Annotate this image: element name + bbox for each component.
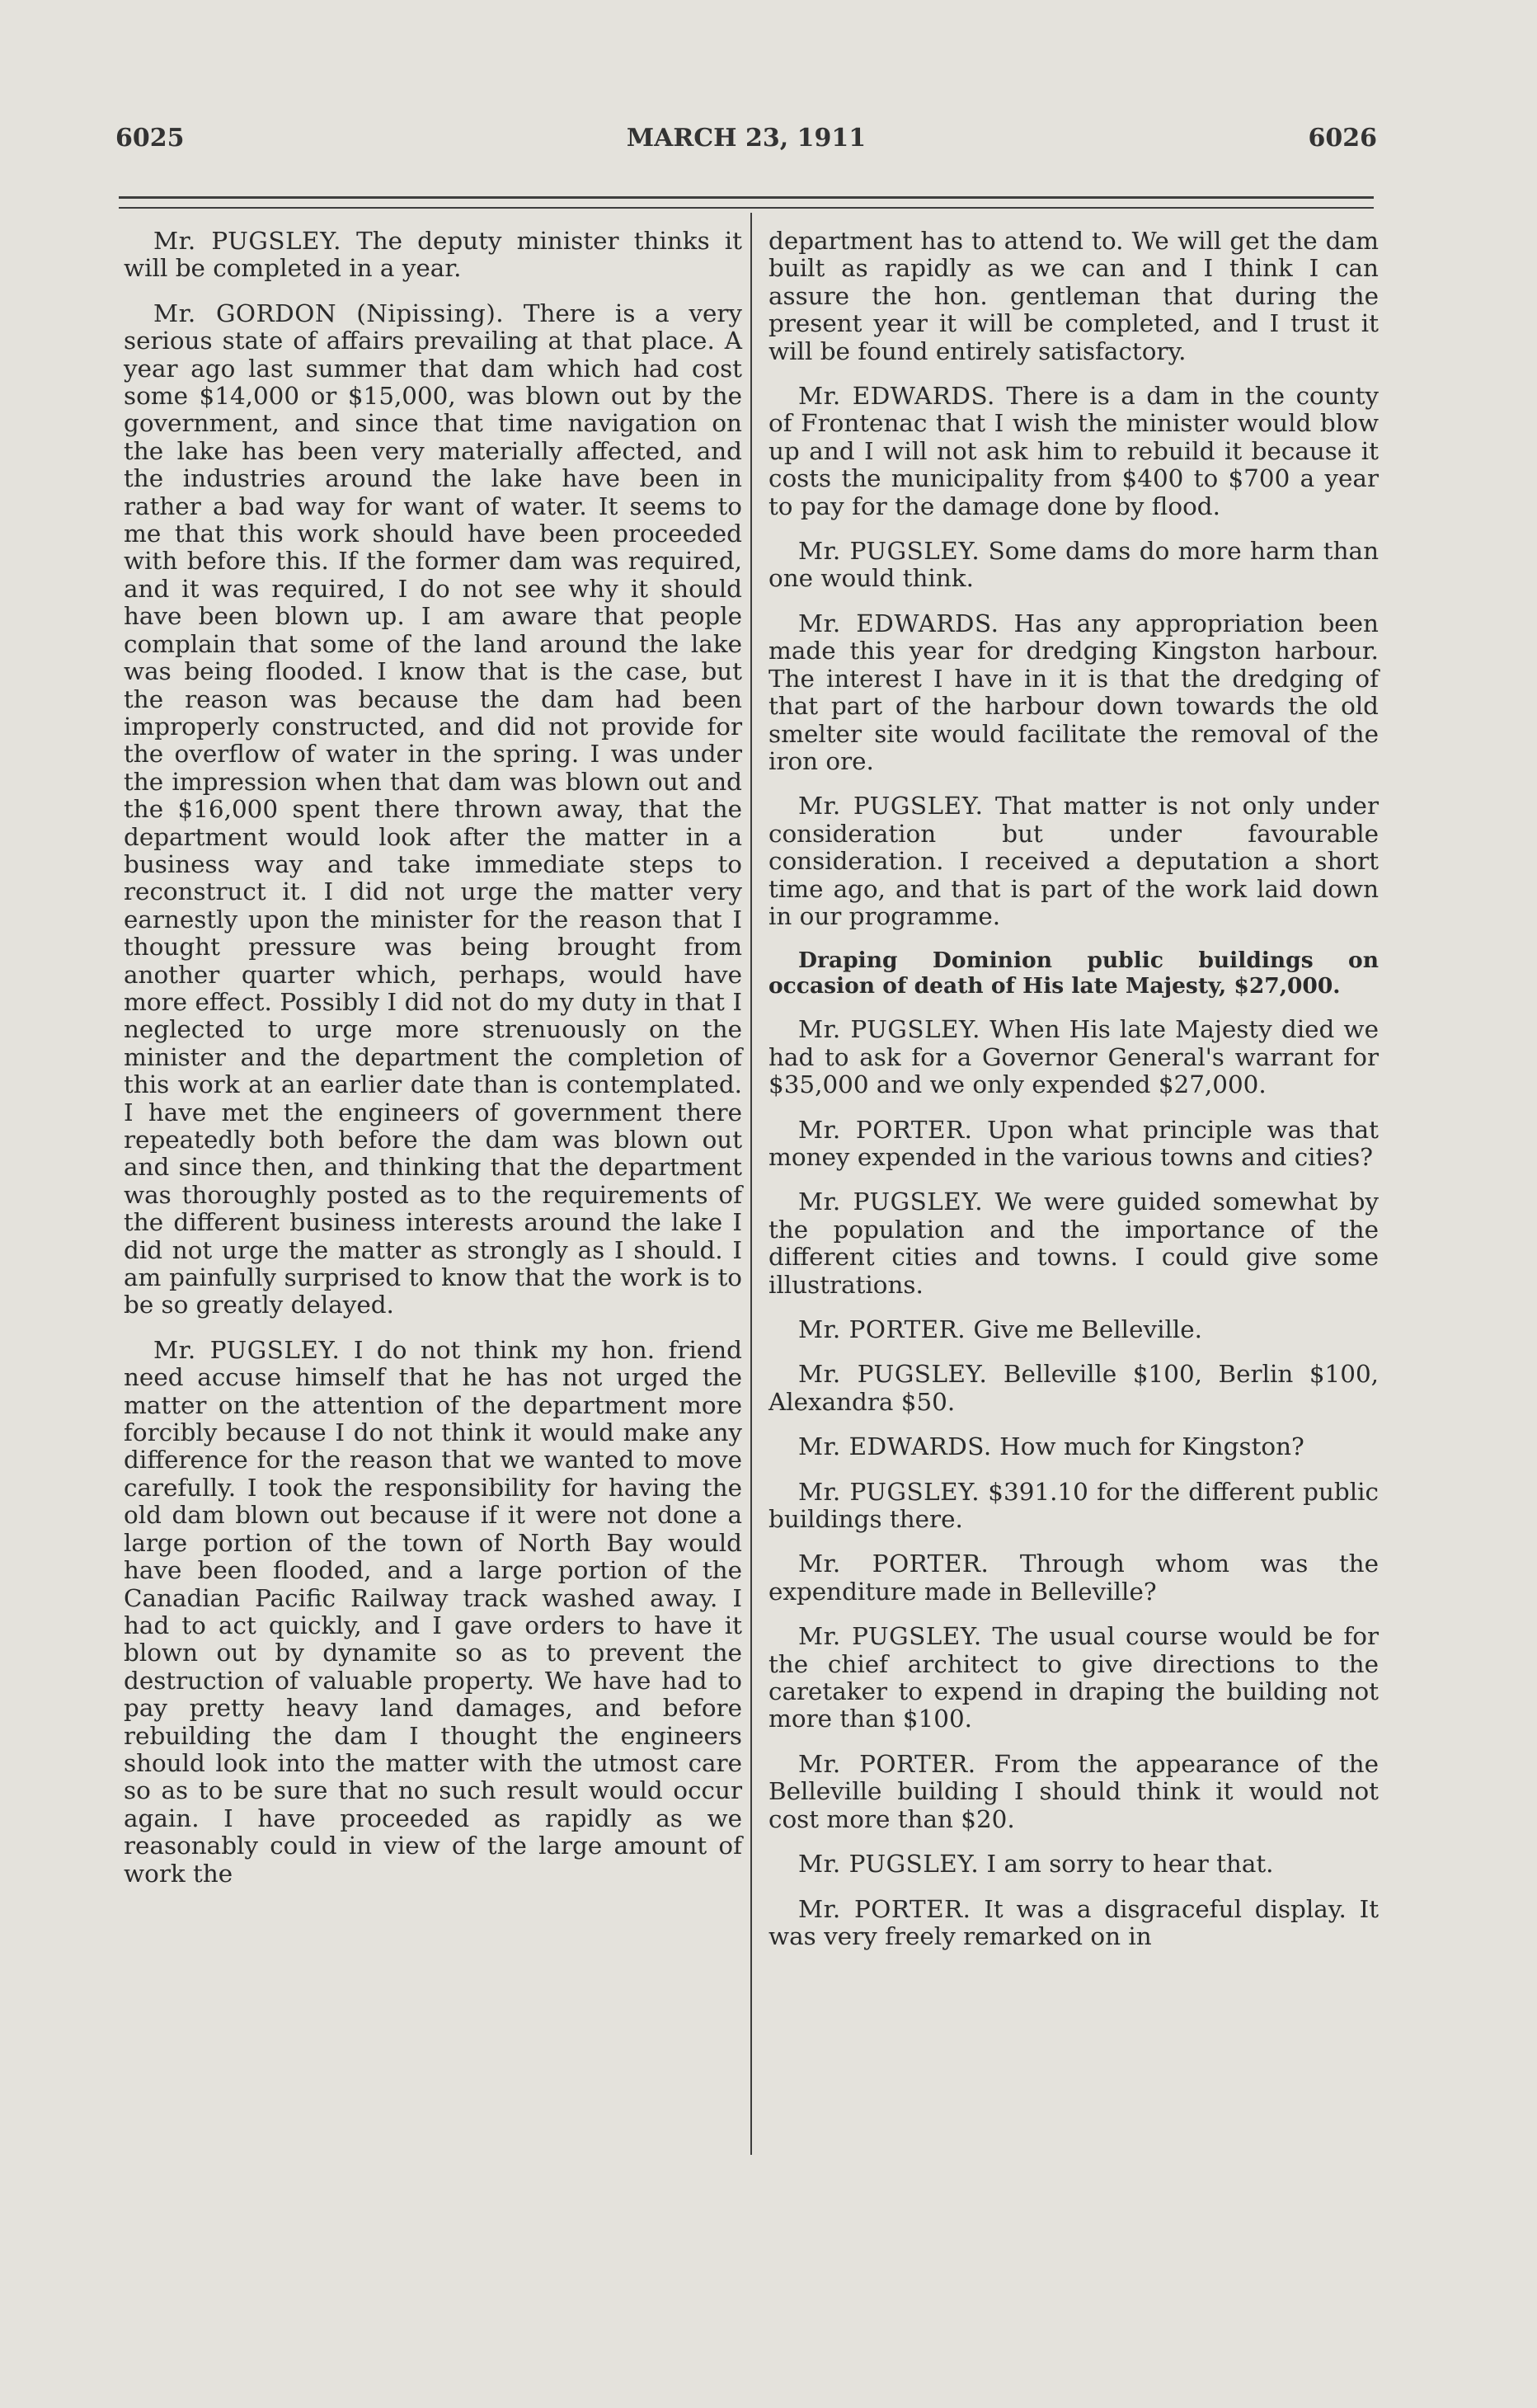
speech-text: From the appearance of the Belleville building I should think it would not cost more than $20. bbox=[768, 1749, 1379, 1833]
speech-paragraph bbox=[768, 1623, 1379, 1733]
speech-text: Some dams do more harm than one would think. bbox=[768, 537, 1380, 593]
estimate-item-heading: Draping Dominion public buildings on occasion of death of His late Majesty, $27,000. bbox=[768, 948, 1379, 999]
speaker-name: Mr. PUGSLEY. bbox=[798, 1850, 980, 1879]
speaker-name: Mr. PUGSLEY. bbox=[153, 227, 341, 255]
speech-text: That matter is not only under consideration but under favourable consideration. I received a deputation a short time ago, and that is part of the work laid down in our programme. bbox=[768, 792, 1379, 930]
speech-text: The deputy minister thinks it will be completed in a year. bbox=[124, 227, 742, 283]
header-rule-top bbox=[119, 196, 1374, 199]
speaker-name: Mr. PUGSLEY. bbox=[798, 1477, 980, 1506]
speech-paragraph bbox=[768, 1751, 1379, 1833]
speech-paragraph bbox=[768, 383, 1379, 520]
speech-text: Has any appropriation been made this year for dredging Kingston harbour. The interest I have in it is that the dredging of that part of the harbour down towards the old smelter site would facilitate the removal of the iron ore. bbox=[768, 609, 1379, 775]
speech-paragraph bbox=[768, 792, 1379, 930]
speech-text: There is a very serious state of affairs prevailing at that place. A year ago last summer that dam which had cost some $14,000 or $15,000, was blown out by the government, and since that time navigation on the lake has been very materially affected, and the industries around the lake have been in rather a bad way for want of water. It seems to me that this work should have been proceeded with before this. If the former dam was required, and it was required, I do not see why it should have been blown up. I am aware that people complain that some of the land around the lake was being flooded. I know that is the case, but the reason was because the dam had been improperly constructed, and did not provide for the overflow of water in the spring. I was under the impression when that dam was blown out and the $16,000 spent there thrown away, that the department would look after the matter in a business way and take immediate steps to reconstruct it. I did not urge the matter very earnestly upon the minister for the reason that I thought pressure was being brought from another quarter which, perhaps, would have more effect. Possibly I did not do my duty in that I neglected to urge more strenuously on the minister and the department the completion of this work at an earlier date than is contemplated. I have met the engineers of government there repeatedly both before the dam was blown out and since then, and thinking that the department was thoroughly posted as to the requirements of the different business interests around the lake I did not urge the matter as strongly as I should. I am painfully surprised to know that the work is to be so greatly delayed. bbox=[124, 299, 742, 1319]
speaker-name: Mr. PORTER. bbox=[798, 1115, 973, 1144]
page-header bbox=[115, 124, 1377, 153]
speaker-name: Mr. PORTER. bbox=[798, 1315, 966, 1343]
speaker-name: Mr. PORTER. bbox=[798, 1749, 976, 1778]
speech-text: The usual course would be for the chief architect to give directions to the caretaker to expend in draping the building not more than $100. bbox=[768, 1622, 1380, 1733]
speaker-name: Mr. PUGSLEY. bbox=[798, 1015, 980, 1044]
left-column bbox=[124, 228, 742, 1905]
speech-text: It was a disgraceful display. It was very freely remarked on in bbox=[768, 1894, 1380, 1950]
speaker-name: Mr. EDWARDS. bbox=[798, 1432, 992, 1461]
column-divider bbox=[750, 213, 752, 2155]
speech-text: Through whom was the expenditure made in Belleville? bbox=[768, 1550, 1379, 1606]
speech-text: How much for Kingston? bbox=[999, 1432, 1304, 1461]
speech-text: I do not think my hon. friend need accuse himself that he has not urged the matter on the attention of the department more forcibly because I do not think it would make any difference for the reason that we wanted to move carefully. I took the responsibility for having the old dam blown out because if it were not done a large portion of the town of North Bay would have been flooded, and a large portion of the Canadian Pacific Railway track washed away. I had to act quickly, and I gave orders to have it blown out by dynamite so as to prevent the destruction of valuable property. We have had to pay pretty heavy land damages, and before rebuilding the dam I thought the engineers should look into the matter with the utmost care so as to be sure that no such result would occur again. I have proceeded as rapidly as we reasonably could in view of the large amount of work the bbox=[124, 1335, 742, 1888]
right-column bbox=[768, 228, 1379, 1968]
speaker-name: Mr. PUGSLEY. bbox=[798, 1188, 984, 1216]
speech-paragraph bbox=[768, 1188, 1379, 1299]
speech-paragraph bbox=[768, 1433, 1379, 1460]
speech-text: When His late Majesty died we had to ask for a Governor General's warrant for $35,000 and we only expended $27,000. bbox=[768, 1015, 1379, 1099]
speech-text: Upon what principle was that money expended in the various towns and cities? bbox=[768, 1115, 1379, 1171]
speech-paragraph bbox=[768, 1316, 1379, 1343]
speech-paragraph bbox=[768, 538, 1379, 593]
header-rule-bottom bbox=[119, 207, 1374, 209]
continued-text: department has to attend to. We will get the dam built as rapidly as we can and I think I can assure the hon. gentleman that during the present year it will be completed, and I trust it will be found entirely satisfactory. bbox=[768, 227, 1379, 365]
page-date: MARCH 23, 1911 bbox=[626, 124, 867, 153]
speaker-name: Mr. EDWARDS. bbox=[798, 382, 995, 411]
speech-text: There is a dam in the county of Frontenac that I wish the minister would blow up and I will not ask him to rebuild it because it costs the municipality from $400 to $700 a year to pay for the damage done by flood. bbox=[768, 382, 1379, 520]
speech-text: Give me Belleville. bbox=[973, 1315, 1203, 1343]
speech-text: $391.10 for the different public buildings there. bbox=[768, 1477, 1379, 1534]
speech-paragraph bbox=[768, 1117, 1379, 1172]
speaker-name: Mr. PUGSLEY. bbox=[798, 1622, 982, 1651]
speaker-name: Mr. PORTER. bbox=[798, 1894, 971, 1923]
speech-paragraph bbox=[124, 1337, 742, 1888]
speech-text: We were guided somewhat by the population and the importance of the different cities and towns. I could give some illustrations. bbox=[768, 1188, 1380, 1299]
speech-paragraph bbox=[768, 1851, 1379, 1878]
speech-paragraph bbox=[768, 1550, 1379, 1606]
speech-paragraph bbox=[768, 1479, 1379, 1534]
speaker-name: Mr. PUGSLEY. bbox=[798, 792, 984, 821]
speaker-name: Mr. PORTER. bbox=[798, 1550, 989, 1578]
speech-paragraph bbox=[124, 228, 742, 283]
speech-text: Belleville $100, Berlin $100, Alexandra $50. bbox=[768, 1360, 1379, 1416]
page-number-left: 6025 bbox=[115, 124, 185, 153]
speech-paragraph bbox=[768, 1361, 1379, 1416]
speaker-name: Mr. GORDON (Nipissing). bbox=[153, 299, 505, 327]
speech-paragraph bbox=[768, 1896, 1379, 1951]
speech-paragraph bbox=[768, 1016, 1379, 1098]
speaker-name: Mr. PUGSLEY. bbox=[798, 537, 980, 566]
speaker-name: Mr. EDWARDS. bbox=[798, 609, 999, 637]
speaker-name: Mr. PUGSLEY. bbox=[798, 1360, 988, 1389]
speech-text: I am sorry to hear that. bbox=[986, 1850, 1274, 1879]
speaker-name: Mr. PUGSLEY. bbox=[153, 1335, 341, 1364]
speech-paragraph bbox=[768, 610, 1379, 775]
speech-paragraph bbox=[124, 300, 742, 1319]
page-number-right: 6026 bbox=[1308, 124, 1377, 153]
